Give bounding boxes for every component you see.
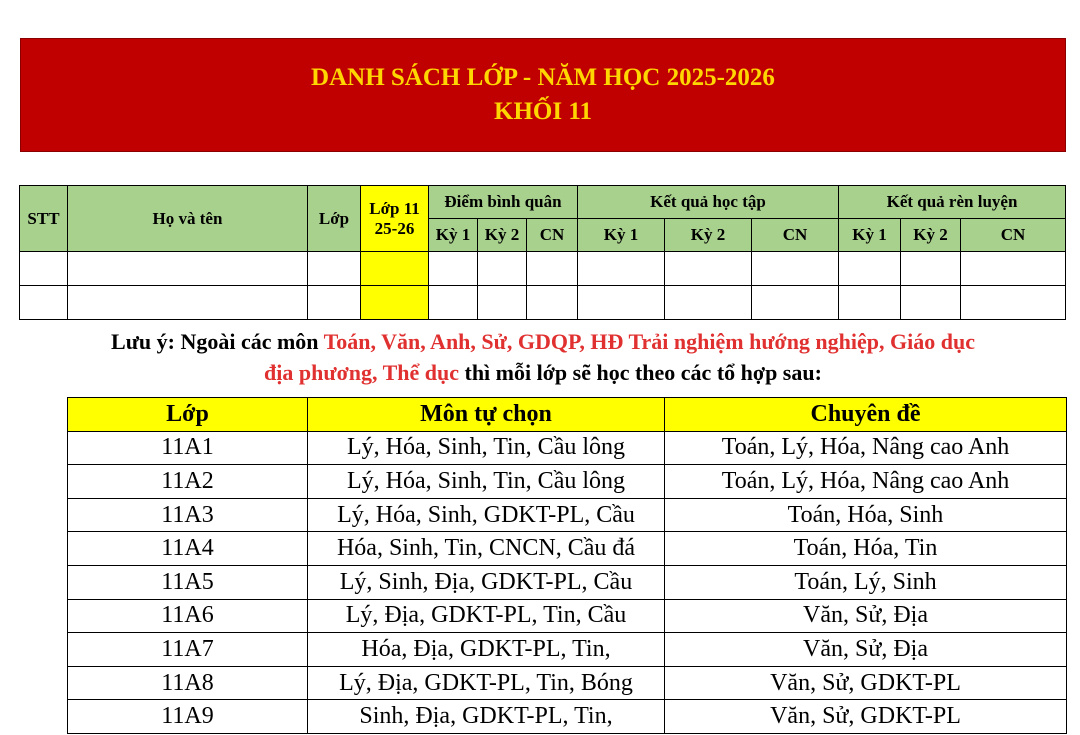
empty-cell[interactable] <box>901 286 961 320</box>
header-avg-cn: CN <box>527 219 578 252</box>
electives-cell: Lý, Sinh, Địa, GDKT-PL, Cầu <box>308 565 665 599</box>
topics-cell: Toán, Hóa, Sinh <box>665 498 1067 532</box>
class-cell: 11A3 <box>68 498 308 532</box>
empty-cell[interactable] <box>752 252 839 286</box>
combo-header-electives: Môn tự chọn <box>308 398 665 432</box>
topics-cell: Toán, Lý, Sinh <box>665 565 1067 599</box>
student-list-table <box>19 185 1066 320</box>
table-row <box>68 599 1067 633</box>
electives-cell: Hóa, Địa, GDKT-PL, Tin, <box>308 633 665 667</box>
title-line-2: KHỐI 11 <box>494 98 592 125</box>
empty-cell[interactable] <box>527 252 578 286</box>
empty-cell[interactable] <box>839 286 901 320</box>
empty-cell[interactable] <box>961 286 1066 320</box>
empty-cell[interactable] <box>901 252 961 286</box>
header-avg-ky1: Kỳ 1 <box>429 219 478 252</box>
electives-cell: Lý, Hóa, Sinh, Tin, Cầu lông <box>308 431 665 465</box>
topics-cell: Toán, Lý, Hóa, Nâng cao Anh <box>665 465 1067 499</box>
class-cell: 11A7 <box>68 633 308 667</box>
header-conduct-ky2: Kỳ 2 <box>901 219 961 252</box>
empty-cell[interactable] <box>665 252 752 286</box>
empty-cell[interactable] <box>20 252 68 286</box>
table-row <box>68 465 1067 499</box>
topics-cell: Toán, Lý, Hóa, Nâng cao Anh <box>665 431 1067 465</box>
empty-cell[interactable] <box>308 286 361 320</box>
empty-cell[interactable] <box>961 252 1066 286</box>
table-row <box>20 252 1066 286</box>
empty-cell[interactable] <box>665 286 752 320</box>
header-class: Lớp <box>308 186 361 252</box>
table-row <box>68 431 1067 465</box>
header-stt: STT <box>20 186 68 252</box>
empty-cell[interactable] <box>361 252 429 286</box>
title-banner <box>20 38 1066 152</box>
header-conduct-cn: CN <box>961 219 1066 252</box>
note-red-subjects-1: Toán, Văn, Anh, Sử, GDQP, HĐ Trải nghiệm hướng nghiệp, Giáo dục <box>323 329 975 354</box>
combo-header-class: Lớp <box>68 398 308 432</box>
header-study-ky1: Kỳ 1 <box>578 219 665 252</box>
table-row <box>68 700 1067 734</box>
header-name: Họ và tên <box>68 186 308 252</box>
electives-cell: Lý, Địa, GDKT-PL, Tin, Bóng <box>308 666 665 700</box>
class-cell: 11A4 <box>68 532 308 566</box>
empty-cell[interactable] <box>578 252 665 286</box>
note-paragraph <box>20 326 1066 388</box>
header-class-11-line2: 25-26 <box>374 218 415 238</box>
header-study-result: Kết quả học tập <box>578 186 839 219</box>
class-cell: 11A2 <box>68 465 308 499</box>
empty-cell[interactable] <box>478 252 527 286</box>
empty-cell[interactable] <box>752 286 839 320</box>
electives-cell: Lý, Địa, GDKT-PL, Tin, Cầu <box>308 599 665 633</box>
header-average-score: Điểm bình quân <box>429 186 578 219</box>
header-study-cn: CN <box>752 219 839 252</box>
topics-cell: Văn, Sử, Địa <box>665 599 1067 633</box>
empty-cell[interactable] <box>361 286 429 320</box>
header-study-ky2: Kỳ 2 <box>665 219 752 252</box>
class-cell: 11A5 <box>68 565 308 599</box>
combo-header-topics: Chuyên đề <box>665 398 1067 432</box>
note-suffix: thì mỗi lớp sẽ học theo các tổ hợp sau: <box>459 360 822 385</box>
title-line-1: DANH SÁCH LỚP - NĂM HỌC 2025-2026 <box>311 64 775 91</box>
topics-cell: Toán, Hóa, Tin <box>665 532 1067 566</box>
empty-cell[interactable] <box>839 252 901 286</box>
header-conduct-result: Kết quả rèn luyện <box>839 186 1066 219</box>
empty-cell[interactable] <box>429 252 478 286</box>
empty-cell[interactable] <box>20 286 68 320</box>
table-row <box>20 286 1066 320</box>
header-conduct-ky1: Kỳ 1 <box>839 219 901 252</box>
note-red-subjects-2: địa phương, Thể dục <box>264 360 459 385</box>
empty-cell[interactable] <box>478 286 527 320</box>
table-row <box>68 633 1067 667</box>
table-row <box>68 532 1067 566</box>
empty-cell[interactable] <box>308 252 361 286</box>
empty-cell[interactable] <box>527 286 578 320</box>
class-cell: 11A8 <box>68 666 308 700</box>
empty-cell[interactable] <box>68 252 308 286</box>
class-cell: 11A9 <box>68 700 308 734</box>
class-cell: 11A6 <box>68 599 308 633</box>
electives-cell: Sinh, Địa, GDKT-PL, Tin, <box>308 700 665 734</box>
empty-cell[interactable] <box>68 286 308 320</box>
topics-cell: Văn, Sử, GDKT-PL <box>665 666 1067 700</box>
electives-cell: Hóa, Sinh, Tin, CNCN, Cầu đá <box>308 532 665 566</box>
note-prefix: Lưu ý: Ngoài các môn <box>111 329 324 354</box>
empty-cell[interactable] <box>429 286 478 320</box>
electives-cell: Lý, Hóa, Sinh, GDKT-PL, Cầu <box>308 498 665 532</box>
combination-table <box>67 397 1067 734</box>
empty-cell[interactable] <box>578 286 665 320</box>
header-class-11 <box>361 186 429 252</box>
topics-cell: Văn, Sử, Địa <box>665 633 1067 667</box>
electives-cell: Lý, Hóa, Sinh, Tin, Cầu lông <box>308 465 665 499</box>
table-row <box>68 498 1067 532</box>
table-row <box>68 565 1067 599</box>
class-cell: 11A1 <box>68 431 308 465</box>
header-avg-ky2: Kỳ 2 <box>478 219 527 252</box>
table-row <box>68 666 1067 700</box>
header-class-11-line1: Lớp 11 <box>369 198 420 218</box>
topics-cell: Văn, Sử, GDKT-PL <box>665 700 1067 734</box>
